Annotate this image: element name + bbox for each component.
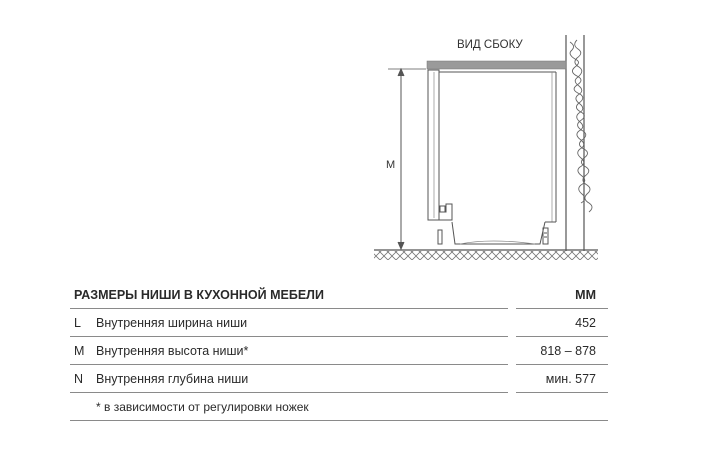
table-title: РАЗМЕРЫ НИШИ В КУХОННОЙ МЕБЕЛИ <box>74 288 324 302</box>
wall <box>566 35 592 251</box>
row-code: N <box>74 372 84 386</box>
row-code: L <box>74 316 81 330</box>
countertop <box>427 61 566 69</box>
table-footnote-row <box>70 393 608 421</box>
row-value: мин. 577 <box>545 372 596 386</box>
unit-label: ММ <box>575 288 596 302</box>
row-value: 452 <box>575 316 596 330</box>
dimension-m-label: M <box>386 159 396 171</box>
view-label: ВИД СБОКУ <box>457 39 523 51</box>
footnote: * в зависимости от регулировки ножек <box>96 400 309 414</box>
row-code: M <box>74 344 85 358</box>
dishwasher-outline <box>428 70 556 244</box>
table-row <box>70 337 608 365</box>
floor <box>374 250 598 260</box>
row-description: Внутренняя глубина ниши <box>96 372 249 386</box>
row-value: 818 – 878 <box>540 344 596 358</box>
table-row <box>70 365 608 393</box>
table-row <box>70 309 608 337</box>
table-header <box>70 281 608 309</box>
niche-dimensions-table <box>70 281 608 421</box>
row-description: Внутренняя ширина ниши <box>96 316 248 330</box>
row-description: Внутренняя высота ниши* <box>96 344 249 358</box>
